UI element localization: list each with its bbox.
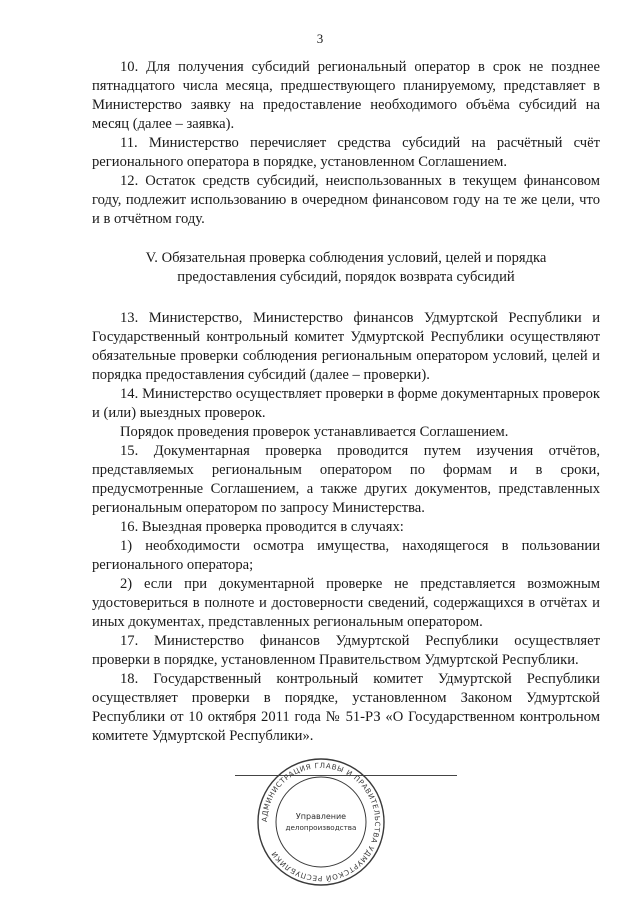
stamp-center-text-1: Управление bbox=[295, 812, 347, 821]
svg-text:АДМИНИСТРАЦИЯ ГЛАВЫ И ПРАВИТЕЛ bbox=[260, 761, 382, 883]
paragraph-16-2: 2) если при документарной проверке не представляется возможным удостовериться в полноте и достоверности сведений, содержащихся в отчётах и иных документах, представленных региональным оператором. bbox=[92, 576, 600, 630]
paragraph-17: 17. Министерство финансов Удмуртской Республики осуществляет проверки в порядке, установленном Правительством Удмуртской Республики. bbox=[92, 633, 600, 668]
page-number: 3 bbox=[316, 31, 324, 46]
paragraph-15: 15. Документарная проверка проводится путем изучения отчётов, представляемых региональным оператором по формам и в сроки, предусмотренные Соглашением, а также других документов, представленных региональным оператором по запросу Министерства. bbox=[92, 443, 600, 516]
paragraph-16-1: 1) необходимости осмотра имущества, находящегося в пользовании регионального оператора; bbox=[92, 538, 600, 573]
section-heading: V. Обязательная проверка соблюдения условий, целей и порядка предоставления субсидий, порядок возврата субсидий bbox=[145, 250, 547, 285]
stamp-ring-text: АДМИНИСТРАЦИЯ ГЛАВЫ И ПРАВИТЕЛЬСТВА УДМУРТСКОЙ РЕСПУБЛИКИ bbox=[259, 760, 383, 884]
document-body bbox=[92, 58, 600, 746]
paragraph-11: 11. Министерство перечисляет средства субсидий на расчётный счёт регионального оператора в порядке, установленном Соглашением. bbox=[92, 135, 600, 170]
paragraph-procedure: Порядок проведения проверок устанавливается Соглашением. bbox=[120, 424, 509, 440]
stamp-center-text-2: делопроизводства bbox=[285, 823, 357, 832]
paragraph-16: 16. Выездная проверка проводится в случаях: bbox=[120, 519, 404, 535]
paragraph-13: 13. Министерство, Министерство финансов Удмуртской Республики и Государственный контрольный комитет Удмуртской Республики осуществляют обязательные проверки соблюдения региональным оператором условий, целей и порядка предоставления субсидий (далее – проверки). bbox=[92, 310, 600, 383]
paragraph-10: 10. Для получения субсидий региональный оператор в срок не позднее пятнадцатого числа месяца, предшествующего планируемому, представляет в Министерство заявку на предоставление необходимого объёма субсидий на месяц (далее – заявка). bbox=[92, 59, 600, 132]
paragraph-14: 14. Министерство осуществляет проверки в форме документарных проверок и (или) выездных проверок. bbox=[92, 386, 600, 421]
paragraph-18: 18. Государственный контрольный комитет Удмуртской Республики осуществляет проверки в порядке, установленном Законом Удмуртской Республики от 10 октября 2011 года № 51-РЗ «О Государственном контрольном комитете Удмуртской Республики». bbox=[92, 671, 600, 744]
paragraph-12: 12. Остаток средств субсидий, неиспользованных в текущем финансовом году, подлежит использованию в очередном финансовом году на те же цели, что и в отчётном году. bbox=[92, 173, 600, 227]
official-stamp bbox=[255, 756, 387, 888]
